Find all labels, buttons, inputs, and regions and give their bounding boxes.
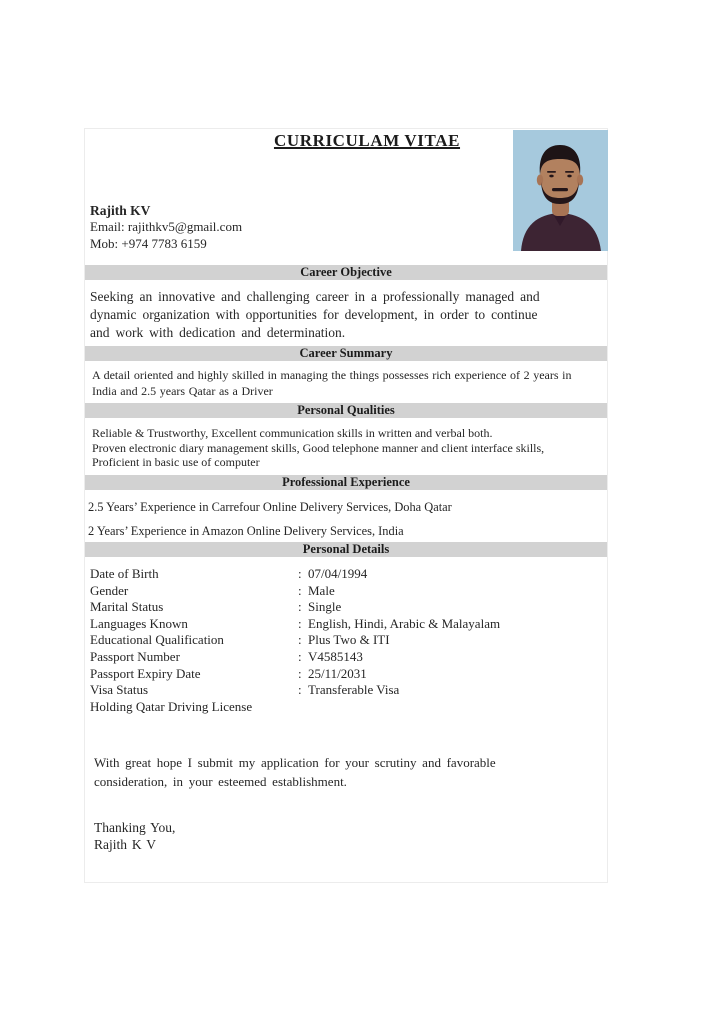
detail-row: [90, 583, 602, 600]
detail-separator: :: [298, 615, 302, 631]
detail-separator: :: [298, 582, 302, 598]
applicant-name: Rajith KV: [90, 203, 151, 218]
detail-row: [90, 566, 602, 583]
section-header-career-summary: Career Summary: [85, 346, 607, 361]
section-header-personal-qualities: Personal Qualities: [85, 403, 607, 418]
personal-details-list: [90, 566, 602, 715]
detail-row: [90, 649, 602, 666]
text-line: Reliable & Trustworthy, Excellent communication skills in written and verbal both.: [92, 426, 493, 440]
detail-label: Passport Expiry Date: [90, 665, 201, 681]
detail-separator: :: [298, 599, 302, 615]
detail-label: Passport Number: [90, 648, 180, 664]
detail-label: Languages Known: [90, 615, 188, 631]
text-line: With great hope I submit my application for your scrutiny and favorable: [94, 755, 496, 770]
detail-row: [90, 616, 602, 633]
text-line: dynamic organization with opportunities for development, in order to continue: [90, 307, 538, 323]
detail-value: 25/11/2031: [308, 665, 367, 681]
contact-block: [90, 203, 242, 252]
personal-qualities-text: [92, 426, 604, 470]
detail-value: 07/04/1994: [308, 566, 368, 581]
page-title: CURRICULAM VITAE: [273, 131, 461, 150]
applicant-email: Email: rajithkv5@gmail.com: [90, 219, 243, 235]
section-header-professional-experience: Professional Experience: [85, 475, 607, 490]
experience-item: 2.5 Years’ Experience in Carrefour Online Delivery Services, Doha Qatar: [88, 500, 452, 514]
detail-separator: :: [298, 566, 302, 581]
detail-value: Plus Two & ITI: [308, 632, 390, 648]
detail-row: [90, 666, 602, 683]
detail-row: [90, 632, 602, 649]
detail-separator: :: [298, 632, 302, 648]
closing-statement: [94, 754, 594, 791]
applicant-photo: [513, 130, 608, 251]
detail-label: Holding Qatar Driving License: [90, 698, 253, 714]
career-objective-text: [90, 288, 590, 343]
text-line: Proficient in basic use of computer: [92, 455, 260, 470]
signature-block: [94, 820, 175, 853]
applicant-mobile: Mob: +974 7783 6159: [90, 235, 207, 251]
detail-row: [90, 682, 602, 699]
text-line: India and 2.5 years Qatar as a Driver: [92, 383, 273, 398]
text-line: A detail oriented and highly skilled in managing the things possesses rich experience of 2 years in: [92, 368, 572, 382]
detail-separator: :: [298, 665, 302, 681]
detail-value: Male: [308, 582, 335, 598]
signature-name: Rajith K V: [94, 836, 157, 852]
detail-label: Educational Qualification: [90, 632, 224, 648]
experience-item: 2 Years’ Experience in Amazon Online Delivery Services, India: [88, 524, 404, 538]
closing-salutation: Thanking You,: [94, 820, 176, 835]
detail-row: [90, 699, 602, 716]
detail-label: Date of Birth: [90, 566, 159, 581]
cv-page: [84, 128, 608, 883]
detail-separator: :: [298, 682, 302, 698]
detail-value: V4585143: [308, 648, 363, 664]
detail-label: Marital Status: [90, 599, 164, 615]
text-line: Proven electronic diary management skills, Good telephone manner and client interface skills,: [92, 440, 545, 455]
detail-value: English, Hindi, Arabic & Malayalam: [308, 615, 501, 631]
text-line: and work with dedication and determination.: [90, 325, 346, 341]
detail-separator: :: [298, 648, 302, 664]
detail-label: Visa Status: [90, 682, 149, 698]
detail-row: [90, 599, 602, 616]
section-header-personal-details: Personal Details: [85, 542, 607, 557]
detail-value: Single: [308, 599, 342, 615]
detail-value: Transferable Visa: [308, 682, 400, 698]
career-summary-text: [92, 368, 604, 400]
section-header-career-objective: Career Objective: [85, 265, 607, 280]
text-line: consideration, in your esteemed establishment.: [94, 773, 347, 789]
text-line: Seeking an innovative and challenging career in a professionally managed and: [90, 289, 540, 304]
professional-experience-text: [88, 499, 600, 547]
detail-label: Gender: [90, 582, 129, 598]
